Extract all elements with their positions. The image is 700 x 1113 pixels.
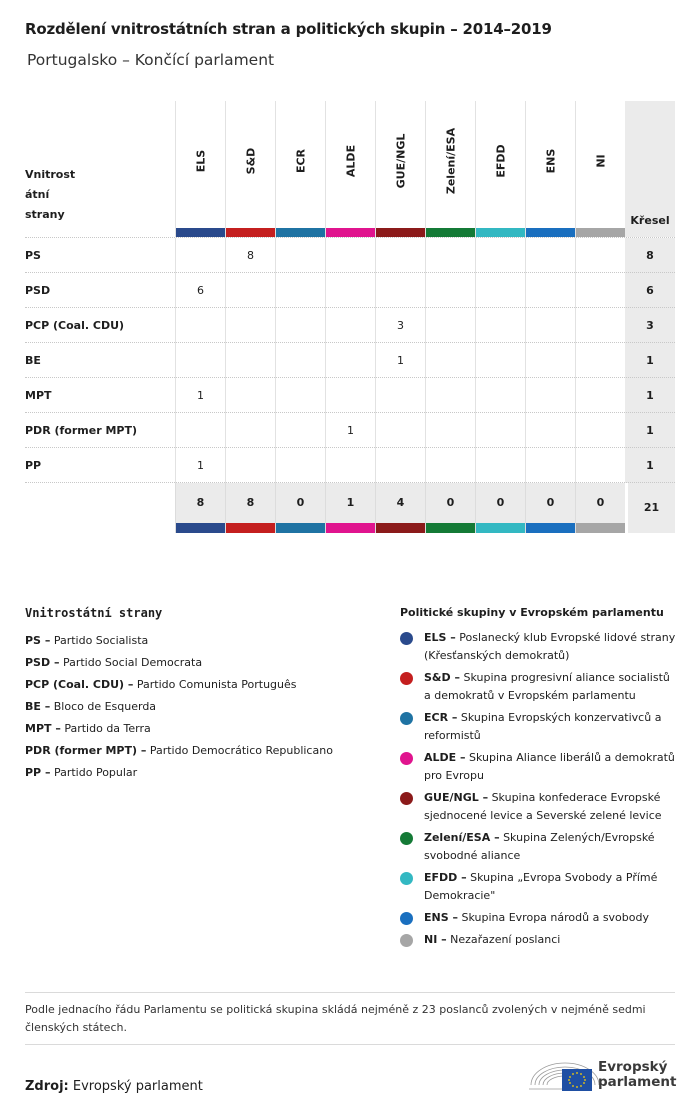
group-column-header — [475, 101, 525, 237]
seat-cell: 1 — [325, 413, 375, 448]
group-label: ECR — [294, 148, 307, 174]
group-total: 8 — [175, 483, 225, 533]
group-label: Zelení/ESA — [444, 127, 457, 195]
group-label: NI — [594, 154, 607, 168]
group-color-bar — [526, 228, 575, 237]
group-column-header — [575, 101, 625, 237]
group-total: 1 — [325, 483, 375, 533]
table-row — [25, 447, 675, 482]
group-color-bar — [326, 228, 375, 237]
seat-cell — [275, 448, 325, 483]
group-legend-item: NI – Nezařazení poslanci — [400, 931, 680, 949]
seat-cell — [575, 308, 625, 343]
party-legend-item: PSD – Partido Social Democrata — [25, 656, 203, 669]
seat-cell — [475, 238, 525, 273]
seat-cell: 1 — [375, 343, 425, 378]
table-row — [25, 272, 675, 307]
seat-cell — [525, 448, 575, 483]
seat-total: 6 — [625, 273, 675, 308]
table-row — [25, 342, 675, 377]
seat-cell — [275, 238, 325, 273]
seat-cell — [525, 238, 575, 273]
party-legend-item: MPT – Partido da Terra — [25, 722, 151, 735]
group-legend-item: S&D – Skupina progresivní aliance socialistů a demokratů v Evropském parlamentu — [400, 669, 680, 705]
group-color-bar — [526, 523, 575, 533]
seat-cell — [575, 448, 625, 483]
table-row — [25, 412, 675, 447]
seat-cell — [275, 343, 325, 378]
seat-cell — [375, 448, 425, 483]
group-column-header — [325, 101, 375, 237]
seat-cell — [325, 378, 375, 413]
group-dot-icon — [400, 752, 413, 765]
seat-cell: 3 — [375, 308, 425, 343]
seat-cell — [375, 238, 425, 273]
group-color-bar — [476, 228, 525, 237]
group-color-bar — [276, 523, 325, 533]
seat-cell — [425, 308, 475, 343]
group-total: 8 — [225, 483, 275, 533]
group-legend-item: ECR – Skupina Evropských konzervativců a reformistů — [400, 709, 680, 745]
seat-cell — [325, 308, 375, 343]
seat-cell — [325, 448, 375, 483]
group-color-bar — [226, 228, 275, 237]
group-column-header — [275, 101, 325, 237]
seat-cell — [475, 448, 525, 483]
seat-total: 1 — [625, 378, 675, 413]
group-color-bar — [426, 228, 475, 237]
group-total: 0 — [475, 483, 525, 533]
group-color-bar — [576, 228, 625, 237]
logo-text: Evropský parlament — [598, 1059, 677, 1090]
seats-column-header: Křesel — [625, 101, 675, 237]
seat-total: 1 — [625, 413, 675, 448]
seat-total: 8 — [625, 238, 675, 273]
seat-cell — [225, 343, 275, 378]
seat-total: 1 — [625, 343, 675, 378]
seat-cell — [275, 413, 325, 448]
seat-cell — [175, 413, 225, 448]
party-legend-item: BE – Bloco de Esquerda — [25, 700, 157, 713]
group-color-bar — [226, 523, 275, 533]
seat-cell — [425, 273, 475, 308]
group-label: EFDD — [494, 144, 507, 178]
group-color-bar — [176, 523, 225, 533]
seat-total: 1 — [625, 448, 675, 483]
party-legend-title: Vnitrostátní strany — [25, 606, 163, 620]
party-name: BE — [25, 354, 41, 367]
group-color-bar — [376, 523, 425, 533]
table-header — [25, 101, 675, 237]
seat-cell — [425, 343, 475, 378]
seat-cell — [575, 343, 625, 378]
seat-cell — [425, 413, 475, 448]
party-legend-item: PP – Partido Popular — [25, 766, 138, 779]
group-color-bar — [276, 228, 325, 237]
seat-cell — [225, 308, 275, 343]
group-dot-icon — [400, 832, 413, 845]
group-column-header — [425, 101, 475, 237]
group-legend-item: EFDD – Skupina „Evropa Svobody a Přímé Demokracie" — [400, 869, 680, 905]
group-legend-item: ALDE – Skupina Aliance liberálů a demokratů pro Evropu — [400, 749, 680, 785]
totals-row — [25, 482, 675, 532]
seat-cell — [425, 378, 475, 413]
source: Zdroj: Evropský parlament — [25, 1079, 203, 1094]
group-color-bar — [326, 523, 375, 533]
party-name: MPT — [25, 389, 52, 402]
seat-cell — [225, 378, 275, 413]
seat-cell — [275, 273, 325, 308]
table-row — [25, 237, 675, 272]
group-color-bar — [376, 228, 425, 237]
seat-cell — [575, 378, 625, 413]
seat-cell — [175, 308, 225, 343]
party-name: PCP (Coal. CDU) — [25, 319, 125, 332]
seat-cell — [175, 238, 225, 273]
group-total: 0 — [275, 483, 325, 533]
group-color-bar — [476, 523, 525, 533]
seat-cell — [525, 273, 575, 308]
group-legend-item: ENS – Skupina Evropa národů a svobody — [400, 909, 680, 927]
group-column-header — [225, 101, 275, 237]
group-legend — [400, 606, 680, 953]
seat-cell — [525, 308, 575, 343]
seat-cell — [225, 273, 275, 308]
group-dot-icon — [400, 872, 413, 885]
seat-cell — [475, 378, 525, 413]
group-total: 4 — [375, 483, 425, 533]
party-legend-item: PCP (Coal. CDU) – Partido Comunista Português — [25, 678, 297, 691]
party-legend — [25, 606, 375, 784]
seat-cell: 8 — [225, 238, 275, 273]
group-column-header — [525, 101, 575, 237]
seat-cell — [225, 413, 275, 448]
group-column-header — [375, 101, 425, 237]
seat-cell — [475, 343, 525, 378]
group-color-bar — [426, 523, 475, 533]
seat-cell — [275, 378, 325, 413]
group-label: ELS — [194, 149, 207, 173]
seat-cell — [275, 308, 325, 343]
grand-total: 21 — [628, 483, 675, 533]
group-label: ENS — [544, 148, 557, 174]
group-legend-item: GUE/NGL – Skupina konfederace Evropské sjednocené levice a Severské zelené levice — [400, 789, 680, 825]
seat-cell — [325, 238, 375, 273]
row-header: Vnitrost átní strany — [25, 168, 76, 221]
seat-total: 3 — [625, 308, 675, 343]
seat-cell: 1 — [175, 378, 225, 413]
party-name: PS — [25, 249, 41, 262]
seat-cell — [475, 273, 525, 308]
page-title: Rozdělení vnitrostátních stran a politických skupin – 2014–2019 — [25, 20, 552, 38]
group-label: S&D — [244, 147, 257, 175]
group-color-bar — [576, 523, 625, 533]
seat-cell — [575, 273, 625, 308]
table-row — [25, 307, 675, 342]
seat-cell: 1 — [175, 448, 225, 483]
group-dot-icon — [400, 934, 413, 947]
seat-table — [25, 101, 675, 532]
seat-cell — [325, 273, 375, 308]
group-dot-icon — [400, 632, 413, 645]
seat-cell — [375, 378, 425, 413]
party-legend-item: PDR (former MPT) – Partido Democrático Republicano — [25, 744, 333, 757]
divider — [25, 1044, 675, 1045]
seat-cell — [475, 308, 525, 343]
footnote: Podle jednacího řádu Parlamentu se politická skupina skládá nejméně z 23 poslanců zvolených v nejméně sedmi členských státech. — [25, 992, 675, 1037]
seat-cell — [525, 413, 575, 448]
party-name: PP — [25, 459, 42, 472]
table-row — [25, 377, 675, 412]
group-label: ALDE — [344, 144, 357, 178]
group-dot-icon — [400, 712, 413, 725]
group-dot-icon — [400, 792, 413, 805]
group-dot-icon — [400, 672, 413, 685]
seat-cell — [175, 343, 225, 378]
seat-cell: 6 — [175, 273, 225, 308]
group-column-header — [175, 101, 225, 237]
party-name: PSD — [25, 284, 51, 297]
group-legend-title: Politické skupiny v Evropském parlamentu — [400, 606, 664, 619]
party-name: PDR (former MPT) — [25, 424, 138, 437]
seat-cell — [575, 238, 625, 273]
seat-cell — [475, 413, 525, 448]
seat-cell — [325, 343, 375, 378]
group-total: 0 — [575, 483, 625, 533]
seat-cell — [375, 413, 425, 448]
seat-cell — [375, 273, 425, 308]
group-legend-item: ELS – Poslanecký klub Evropské lidové strany (Křesťanských demokratů) — [400, 629, 680, 665]
seat-cell — [225, 448, 275, 483]
group-legend-item: Zelení/ESA – Skupina Zelených/Evropské svobodné aliance — [400, 829, 680, 865]
group-total: 0 — [425, 483, 475, 533]
seat-cell — [525, 378, 575, 413]
seat-cell — [575, 413, 625, 448]
seat-cell — [425, 448, 475, 483]
seat-cell — [525, 343, 575, 378]
party-legend-item: PS – Partido Socialista — [25, 634, 149, 647]
group-dot-icon — [400, 912, 413, 925]
group-color-bar — [176, 228, 225, 237]
group-total: 0 — [525, 483, 575, 533]
page-subtitle: Portugalsko – Končící parlament — [27, 51, 275, 69]
group-label: GUE/NGL — [394, 133, 407, 189]
seat-cell — [425, 238, 475, 273]
